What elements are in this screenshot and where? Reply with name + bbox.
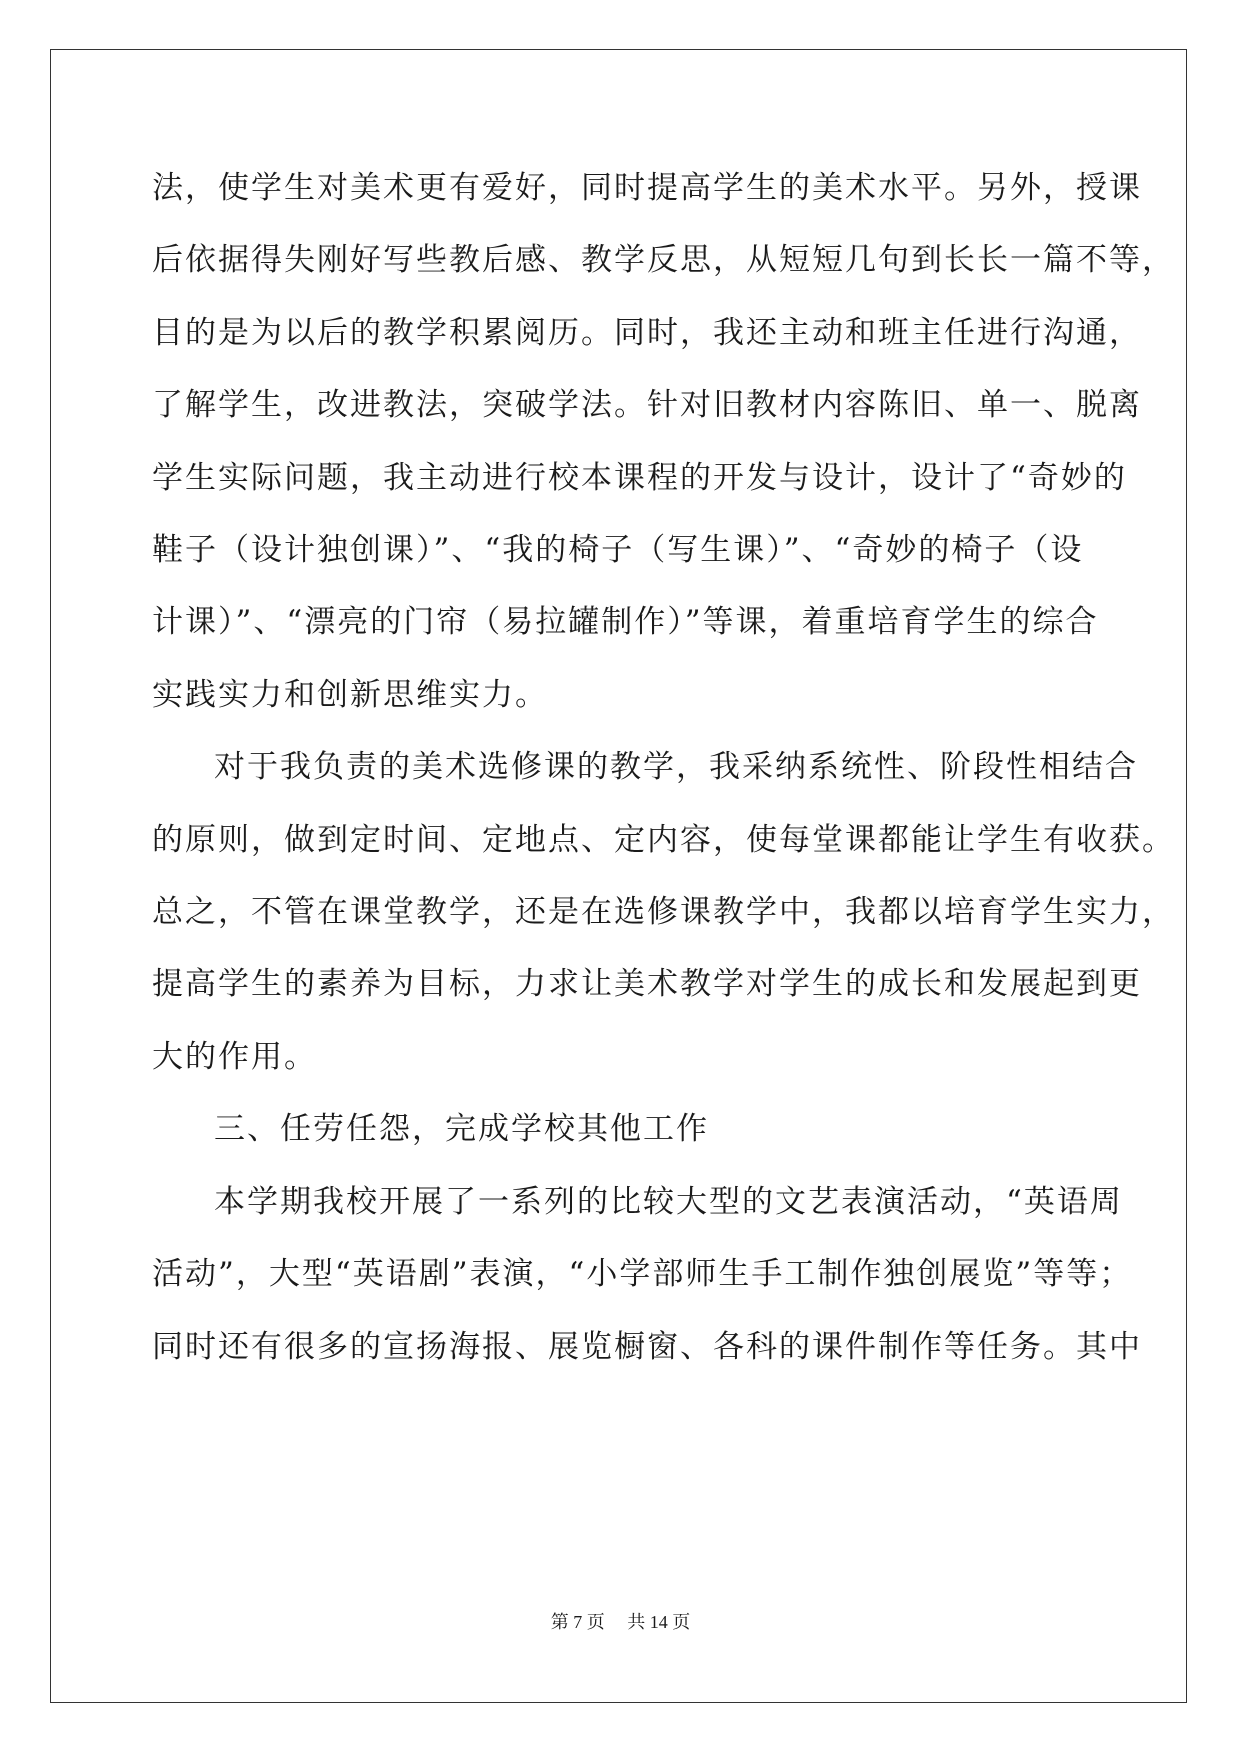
text-line: 计课）”、“漂亮的门帘（易拉罐制作）”等课，着重培育学生的综合 [152,604,1099,640]
text-line: 了解学生，改进教法，突破学法。针对旧教材内容陈旧、单一、脱离 [152,387,1142,423]
section-heading: 三、任劳任怨，完成学校其他工作 [214,1111,709,1147]
page-border [50,49,1187,1703]
text-line: 活动”，大型“英语剧”表演，“小学部师生手工制作独创展览”等等； [152,1256,1133,1292]
text-line: 学生实际问题，我主动进行校本课程的开发与设计，设计了“奇妙的 [152,460,1127,496]
text-line: 目的是为以后的教学积累阅历。同时，我还主动和班主任进行沟通， [152,315,1142,351]
text-line: 同时还有很多的宣扬海报、展览橱窗、各科的课件制作等任务。其中 [152,1329,1142,1365]
text-line: 提高学生的素养为目标，力求让美术教学对学生的成长和发展起到更 [152,966,1142,1002]
text-line: 本学期我校开展了一系列的比较大型的文艺表演活动，“英语周 [214,1184,1123,1220]
text-line: 法，使学生对美术更有爱好，同时提高学生的美术水平。另外，授课 [152,170,1142,206]
page-number: 第 7 页 共 14 页 [550,1612,691,1632]
text-line: 总之，不管在课堂教学，还是在选修课教学中，我都以培育学生实力， [152,894,1175,930]
text-line: 鞋子（设计独创课）”、“我的椅子（写生课）”、“奇妙的椅子（设 [152,532,1084,568]
text-line: 大的作用。 [152,1039,317,1075]
text-line: 对于我负责的美术选修课的教学，我采纳系统性、阶段性相结合 [214,749,1138,785]
text-line: 后依据得失刚好写些教后感、教学反思，从短短几句到长长一篇不等， [152,242,1175,278]
text-line: 实践实力和创新思维实力。 [152,677,548,713]
text-line: 的原则，做到定时间、定地点、定内容，使每堂课都能让学生有收获。 [152,822,1175,858]
